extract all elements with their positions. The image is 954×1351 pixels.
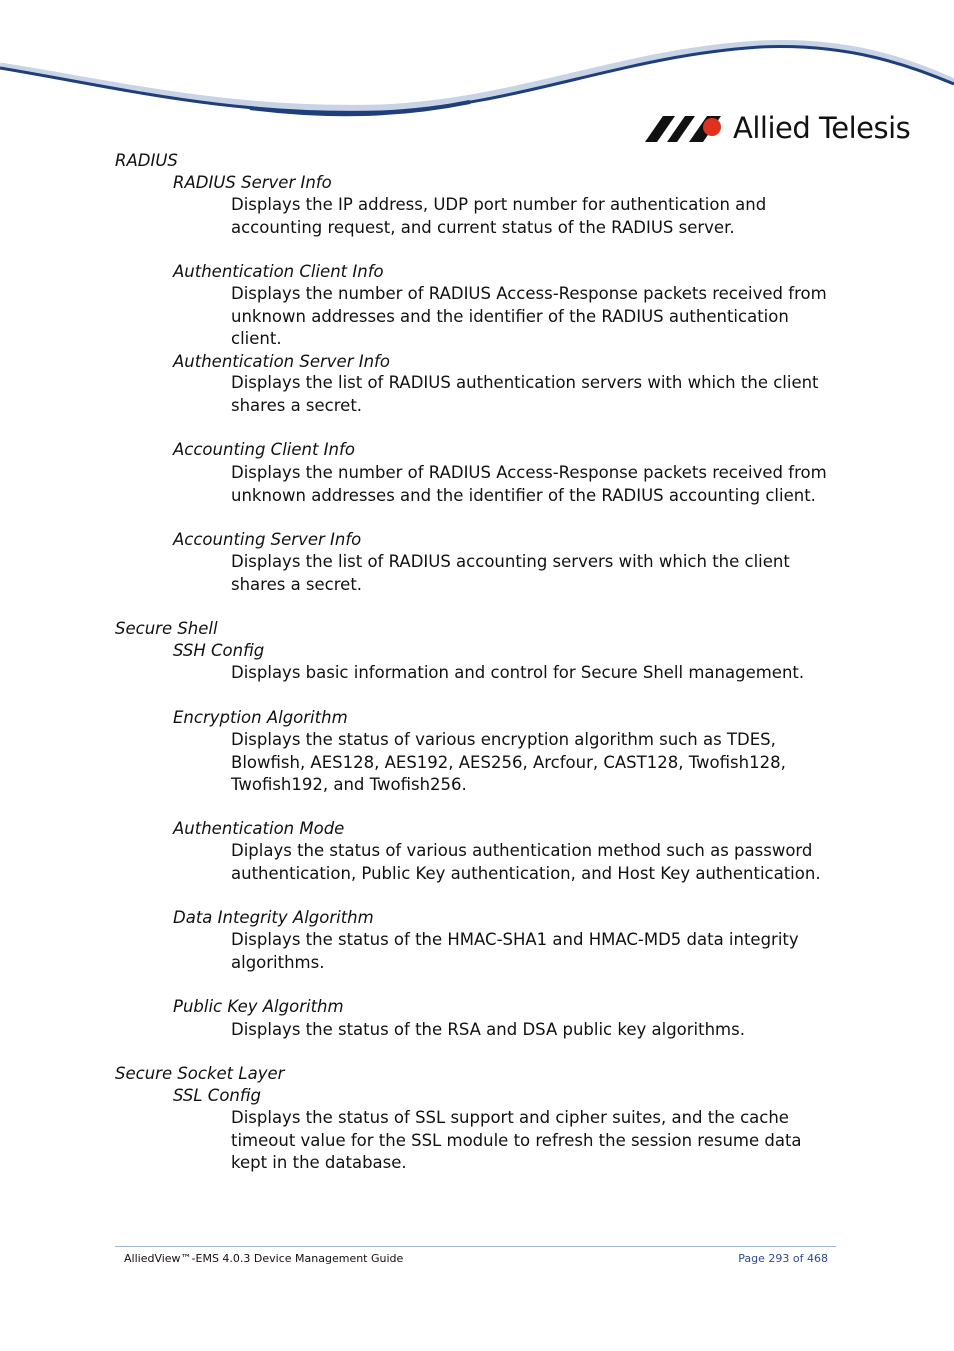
item-desc-public-key-algorithm: Displays the status of the RSA and DSA public key algorithms.	[231, 1020, 745, 1039]
header-swoosh	[0, 0, 954, 125]
footer-document-title: AlliedView™-EMS 4.0.3 Device Management Guide	[124, 1252, 404, 1265]
company-logo	[645, 108, 910, 148]
item-title-encryption-algorithm: Encryption Algorithm	[173, 708, 348, 727]
footer-page-number: Page 293 of 468	[738, 1252, 828, 1265]
item-title-accounting-client-info: Accounting Client Info	[173, 440, 355, 459]
item-desc-authentication-client-info: Displays the number of RADIUS Access-Response packets received from unknown addresses and the identifier of the RADIUS authentication client.	[231, 284, 827, 348]
item-desc-ssl-config: Displays the status of SSL support and cipher suites, and the cache timeout value for the SSL module to refresh the session resume data kept in the database.	[231, 1108, 802, 1172]
item-desc-authentication-mode: Diplays the status of various authentication method such as password authentication, Public Key authentication, and Host Key authentication.	[231, 841, 821, 883]
item-desc-accounting-client-info: Displays the number of RADIUS Access-Response packets received from unknown addresses and the identifier of the RADIUS accounting client.	[231, 463, 827, 505]
item-title-data-integrity-algorithm: Data Integrity Algorithm	[173, 908, 374, 927]
item-desc-data-integrity-algorithm: Displays the status of the HMAC-SHA1 and HMAC-MD5 data integrity algorithms.	[231, 930, 799, 972]
item-title-accounting-server-info: Accounting Server Info	[173, 530, 362, 549]
item-title-ssl-config: SSL Config	[173, 1086, 262, 1105]
item-title-ssh-config: SSH Config	[173, 641, 265, 660]
item-desc-accounting-server-info: Displays the list of RADIUS accounting servers with which the client shares a secret.	[231, 552, 790, 594]
item-desc-radius-server-info: Displays the IP address, UDP port number for authentication and accounting request, and current status of the RADIUS server.	[231, 195, 767, 237]
item-title-authentication-server-info: Authentication Server Info	[173, 352, 390, 371]
item-title-authentication-mode: Authentication Mode	[173, 819, 345, 838]
section-title-secure-socket-layer: Secure Socket Layer	[115, 1064, 285, 1083]
item-title-authentication-client-info: Authentication Client Info	[173, 262, 384, 281]
item-title-public-key-algorithm: Public Key Algorithm	[173, 997, 344, 1016]
item-desc-ssh-config: Displays basic information and control for Secure Shell management.	[231, 663, 805, 682]
item-desc-authentication-server-info: Displays the list of RADIUS authentication servers with which the client shares a secret.	[231, 373, 819, 415]
item-title-radius-server-info: RADIUS Server Info	[173, 173, 332, 192]
footer-divider	[115, 1246, 836, 1247]
item-desc-encryption-algorithm: Displays the status of various encryption algorithm such as TDES, Blowfish, AES128, AES192, AES256, Arcfour, CAST128, Twofish128, Twofish192, and Twofish256.	[231, 730, 786, 794]
allied-telesis-logo-icon	[645, 112, 727, 144]
section-title-radius: RADIUS	[115, 151, 178, 170]
section-title-secure-shell: Secure Shell	[115, 619, 218, 638]
logo-text: Allied Telesis	[733, 111, 911, 145]
